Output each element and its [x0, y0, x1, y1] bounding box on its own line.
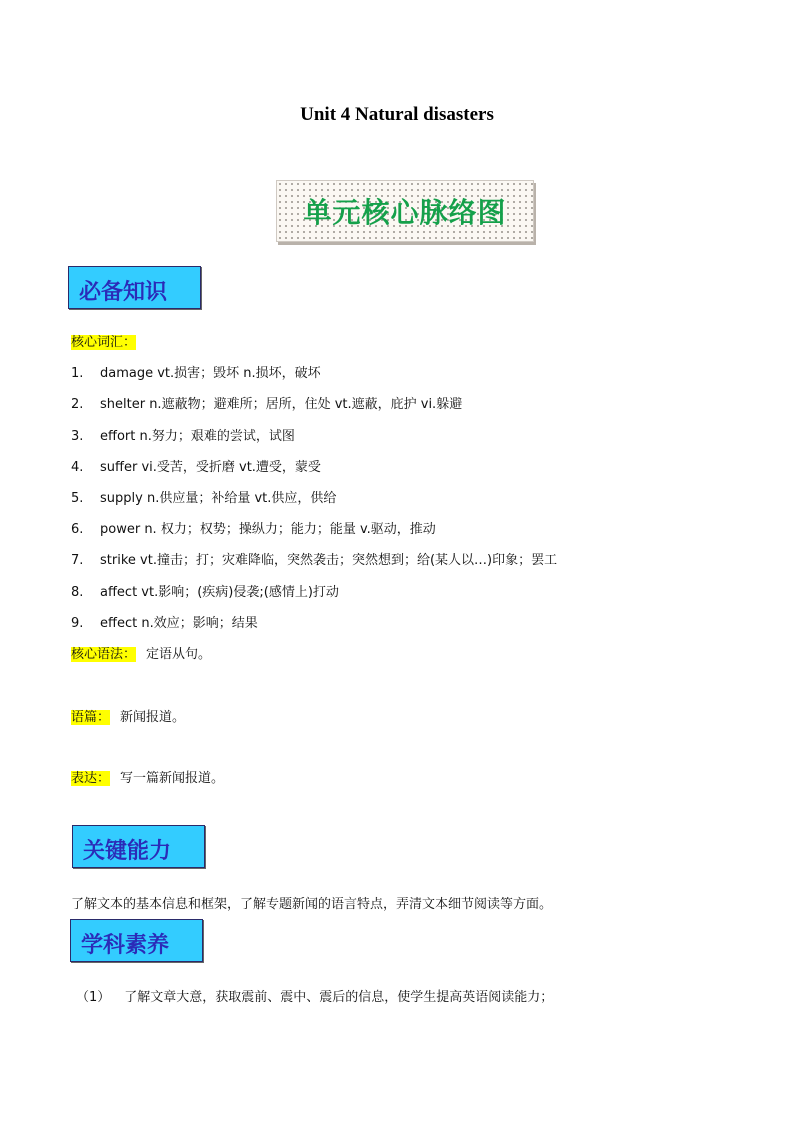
vocab-item: 4. suffer vi.受苦，受折磨 vt.遭受，蒙受: [71, 460, 321, 475]
vocab-item: 3. effort n.努力；艰难的尝试，试图: [71, 429, 295, 444]
vocab-item: 1. damage vt.损害；毁坏 n.损坏，破坏: [71, 366, 321, 381]
key-ability-text: 了解文本的基本信息和框架，了解专题新闻的语言特点，弄清文本细节阅读等方面。: [71, 897, 553, 912]
section-heading: 必备知识: [79, 280, 168, 305]
vocab-item: 5. supply n.供应量；补给量 vt.供应，供给: [71, 491, 337, 506]
document-title: Unit 4 Natural disasters: [300, 104, 494, 125]
section-key-ability: [72, 825, 205, 868]
literacy-item-num: （1）: [76, 990, 111, 1005]
discourse-line: [71, 706, 185, 725]
banner-text: 单元核心脉络图: [303, 196, 507, 229]
vocab-item: 7. strike vt.撞击；打；灾难降临，突然袭击；突然想到；给(某人以…)印象；罢工: [71, 553, 558, 568]
core-vocab-label: 核心词汇：: [71, 335, 137, 350]
expression-text: 写一篇新闻报道。: [120, 771, 225, 786]
expression-label: 表达：: [71, 771, 111, 786]
grammar-text: 定语从句。: [146, 647, 212, 662]
vocab-item: 9. effect n.效应；影响；结果: [71, 616, 258, 631]
section-heading: 学科素养: [81, 933, 170, 958]
grammar-label: 核心语法：: [71, 647, 137, 662]
section-required-knowledge: [68, 266, 201, 309]
vocab-item: 8. affect vt.影响；(疾病)侵袭;(感情上)打动: [71, 585, 339, 600]
core-vocab-label-line: [71, 331, 136, 350]
section-subject-literacy: [70, 919, 203, 962]
expression-line: [71, 767, 224, 786]
literacy-item: [76, 986, 553, 1005]
grammar-line: [71, 643, 211, 662]
discourse-text: 新闻报道。: [120, 710, 186, 725]
vocab-item: 6. power n. 权力；权势；操纵力；能力；能量 v.驱动，推动: [71, 522, 436, 537]
vocab-item: 2. shelter n.遮蔽物；避难所；居所，住处 vt.遮蔽，庇护 vi.躲避: [71, 397, 463, 412]
unit-banner: [276, 180, 534, 242]
discourse-label: 语篇：: [71, 710, 111, 725]
literacy-item-text: 了解文章大意，获取震前、震中、震后的信息，使学生提高英语阅读能力；: [124, 990, 554, 1005]
section-heading: 关键能力: [83, 839, 172, 864]
